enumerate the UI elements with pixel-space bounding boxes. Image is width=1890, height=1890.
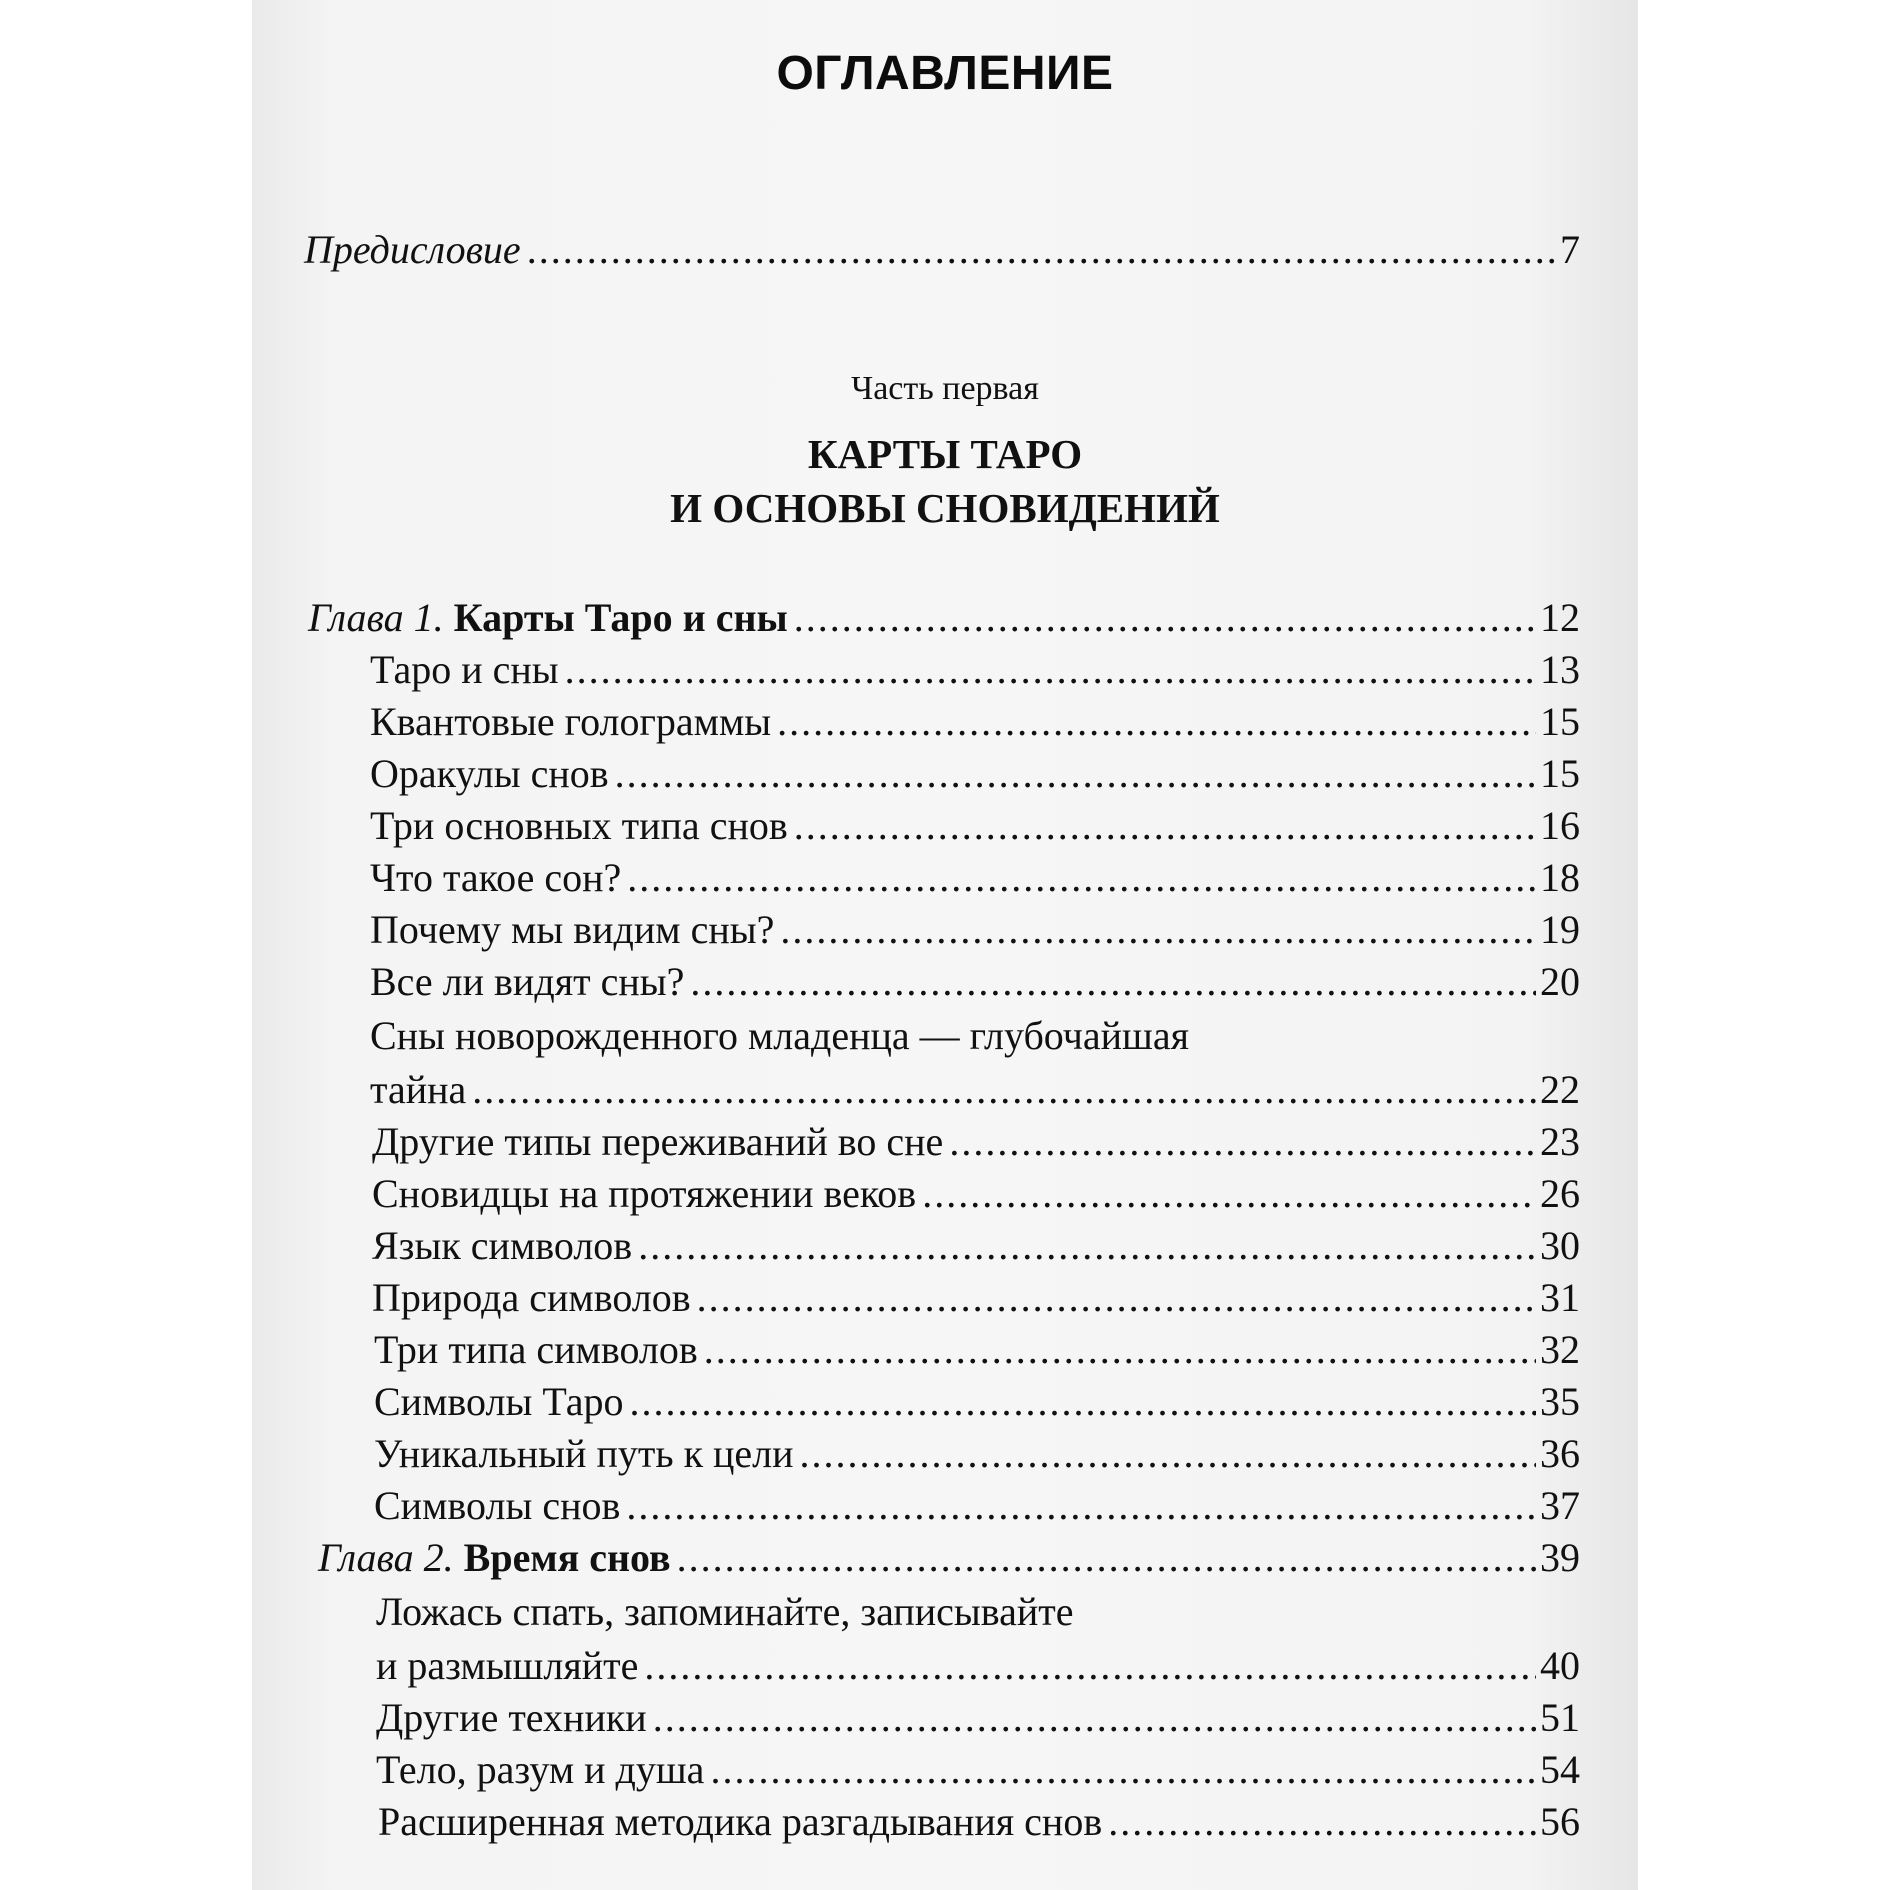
entry-label: [308, 596, 788, 640]
toc-entry: [370, 752, 1580, 796]
page-number: 54: [1540, 1747, 1580, 1792]
dot-leader: [922, 1172, 1536, 1216]
toc-entry-preface: [304, 228, 1580, 272]
entry-label: [318, 1536, 671, 1580]
dot-leader: [697, 1276, 1536, 1320]
toc-entry: [372, 1172, 1580, 1216]
page-number: 37: [1540, 1483, 1580, 1528]
entry-label: Таро и сны: [370, 647, 559, 692]
dot-leader: [780, 908, 1536, 952]
dot-leader: [527, 228, 1556, 272]
page-number: 22: [1540, 1067, 1580, 1112]
entry-label: Тело, разум и душа: [376, 1747, 705, 1792]
page-number: 15: [1540, 751, 1580, 796]
background-left: [0, 0, 252, 1890]
toc-entry: [370, 804, 1580, 848]
entry-label: и размышляйте: [376, 1643, 639, 1688]
toc-entry-chapter-1: [308, 596, 1580, 640]
toc-entry: [370, 960, 1580, 1004]
page-number: 40: [1540, 1643, 1580, 1688]
page-number: 16: [1540, 803, 1580, 848]
table-of-contents: [252, 0, 1638, 1890]
page-title: ОГЛАВЛЕНИЕ: [776, 47, 1114, 100]
part-label: Часть первая: [851, 370, 1039, 407]
dot-leader: [653, 1696, 1536, 1740]
entry-label: Язык символов: [372, 1223, 633, 1268]
toc-entry: [372, 1120, 1580, 1164]
dot-leader: [704, 1328, 1536, 1372]
page-number: 7: [1560, 227, 1580, 272]
dot-leader: [630, 1380, 1536, 1424]
entry-label: Квантовые голограммы: [370, 699, 772, 744]
dot-leader: [710, 1748, 1536, 1792]
page-number: 32: [1540, 1327, 1580, 1372]
dot-leader: [777, 700, 1536, 744]
chapter-title: Время снов: [463, 1535, 671, 1580]
page-number: 20: [1540, 959, 1580, 1004]
page-number: 13: [1540, 647, 1580, 692]
entry-label: Другие типы переживаний во сне: [372, 1119, 944, 1164]
dot-leader: [565, 648, 1536, 692]
chapter-title: Карты Таро и сны: [453, 595, 788, 640]
entry-label: Три типа символов: [374, 1327, 698, 1372]
entry-label-line-1: Ложась спать, запоминайте, записывайте: [376, 1589, 1074, 1634]
page-number: 35: [1540, 1379, 1580, 1424]
dot-leader: [1108, 1800, 1536, 1844]
entry-label: Символы Таро: [374, 1379, 624, 1424]
toc-entry: [372, 1224, 1580, 1268]
toc-entry-chapter-2: [318, 1536, 1580, 1580]
dot-leader: [472, 1068, 1536, 1112]
toc-entry: [370, 856, 1580, 900]
entry-label: Природа символов: [372, 1275, 691, 1320]
dot-leader: [677, 1536, 1536, 1580]
page-number: 36: [1540, 1431, 1580, 1476]
entry-label: тайна: [370, 1067, 467, 1112]
chapter-prefix: Глава 2.: [318, 1535, 454, 1580]
entry-label: Символы снов: [374, 1483, 621, 1528]
dot-leader: [800, 1432, 1536, 1476]
dot-leader: [627, 856, 1536, 900]
toc-entry: [374, 1432, 1580, 1476]
toc-entry: [378, 1800, 1580, 1844]
toc-entry: [376, 1696, 1580, 1740]
toc-entry: [374, 1328, 1580, 1372]
entry-label: Уникальный путь к цели: [374, 1431, 794, 1476]
dot-leader: [615, 752, 1536, 796]
entry-label-line-1: Сны новорожденного младенца — глубочайшая: [370, 1013, 1190, 1058]
page-number: 31: [1540, 1275, 1580, 1320]
toc-entry: [376, 1644, 1580, 1688]
page-number: 26: [1540, 1171, 1580, 1216]
toc-entry: [376, 1748, 1580, 1792]
entry-label: Почему мы видим сны?: [370, 907, 775, 952]
dot-leader: [690, 960, 1536, 1004]
chapter-prefix: Глава 1.: [308, 595, 444, 640]
entry-label: Расширенная методика разгадывания снов: [378, 1799, 1103, 1844]
dot-leader: [794, 596, 1536, 640]
entry-label: Сновидцы на протяжении веков: [372, 1171, 917, 1216]
toc-entry: [372, 1276, 1580, 1320]
dot-leader: [638, 1224, 1536, 1268]
entry-label: Другие техники: [376, 1695, 647, 1740]
toc-entry: [370, 908, 1580, 952]
page-number: 15: [1540, 699, 1580, 744]
page-number: 18: [1540, 855, 1580, 900]
background-right: [1638, 0, 1890, 1890]
page-number: 19: [1540, 907, 1580, 952]
toc-entry: [370, 1068, 1580, 1112]
toc-entry: [370, 648, 1580, 692]
dot-leader: [949, 1120, 1536, 1164]
page-number: 39: [1540, 1535, 1580, 1580]
page-number: 23: [1540, 1119, 1580, 1164]
entry-label: Предисловие: [304, 227, 521, 272]
page-number: 56: [1540, 1799, 1580, 1844]
dot-leader: [626, 1484, 1536, 1528]
entry-label: Три основных типа снов: [370, 803, 788, 848]
dot-leader: [644, 1644, 1536, 1688]
toc-entry: [370, 700, 1580, 744]
page-number: 30: [1540, 1223, 1580, 1268]
dot-leader: [794, 804, 1536, 848]
book-page: [252, 0, 1638, 1890]
entry-label: Что такое сон?: [370, 855, 622, 900]
part-title-line-2: И ОСНОВЫ СНОВИДЕНИЙ: [670, 485, 1220, 531]
page-number: 12: [1540, 595, 1580, 640]
entry-label: Оракулы снов: [370, 751, 609, 796]
toc-entry: [374, 1484, 1580, 1528]
entry-label: Все ли видят сны?: [370, 959, 685, 1004]
toc-entry: [374, 1380, 1580, 1424]
part-title-line-1: КАРТЫ ТАРО: [807, 431, 1083, 477]
page-number: 51: [1540, 1695, 1580, 1740]
